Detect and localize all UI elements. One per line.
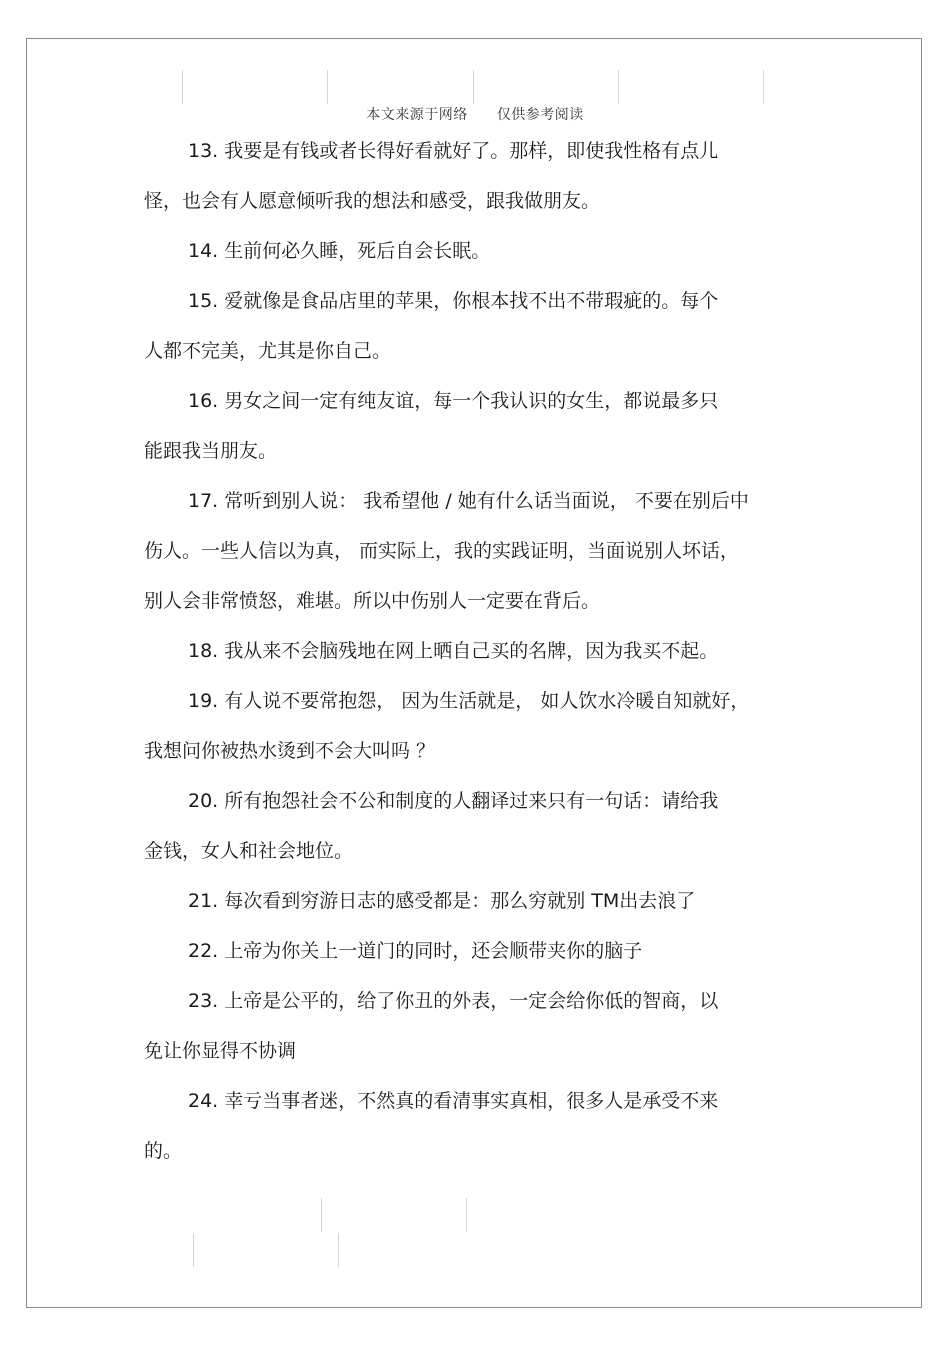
decorative-rule xyxy=(182,70,183,104)
text-line: 免让你显得不协调 xyxy=(144,1040,297,1062)
text-line: 19. 有人说不要常抱怨， 因为生活就是， 如人饮水冷暖自知就好， xyxy=(188,690,750,712)
text-line: 别人会非常愤怒，难堪。所以中伤别人一定要在背后。 xyxy=(144,590,601,612)
source-note xyxy=(0,104,950,124)
text-line: 我想问你被热水烫到不会大叫吗 ？ xyxy=(144,740,436,762)
text-line: 17. 常听到别人说： 我希望他 / 她有什么话当面说， 不要在别后中 xyxy=(188,490,749,512)
text-line: 14. 生前何必久睡，死后自会长眠。 xyxy=(188,240,491,262)
text-line: 23. 上帝是公平的，给了你丑的外表，一定会给你低的智商，以 xyxy=(188,990,719,1012)
text-line: 18. 我从来不会脑残地在网上晒自己买的名牌，因为我买不起。 xyxy=(188,640,719,662)
decorative-rule xyxy=(193,1233,194,1267)
text-line: 15. 爱就像是食品店里的苹果，你根本找不出不带瑕疵的。每个 xyxy=(188,290,719,312)
text-line: 13. 我要是有钱或者长得好看就好了。那样，即使我性格有点儿 xyxy=(188,140,719,162)
source-note-left: 本文来源于网络 xyxy=(366,107,468,123)
text-line: 21. 每次看到穷游日志的感受都是：那么穷就别 TM出去浪了 xyxy=(188,890,696,912)
decorative-rule xyxy=(618,70,619,104)
text-line: 能跟我当朋友。 xyxy=(144,440,278,462)
decorative-rule xyxy=(763,70,764,104)
text-line: 人都不完美，尤其是你自己。 xyxy=(144,340,392,362)
source-note-right: 仅供参考阅读 xyxy=(496,107,584,123)
text-line: 24. 幸亏当事者迷，不然真的看清事实真相，很多人是承受不来 xyxy=(188,1090,719,1112)
document-body xyxy=(144,134,804,1184)
text-line: 16. 男女之间一定有纯友谊，每一个我认识的女生，都说最多只 xyxy=(188,390,719,412)
decorative-rule xyxy=(466,1198,467,1232)
text-line: 怪，也会有人愿意倾听我的想法和感受，跟我做朋友。 xyxy=(144,190,601,212)
decorative-rule xyxy=(473,70,474,104)
decorative-rule xyxy=(338,1233,339,1267)
text-line: 金钱，女人和社会地位。 xyxy=(144,840,354,862)
decorative-rule xyxy=(327,70,328,104)
text-line: 20. 所有抱怨社会不公和制度的人翻译过来只有一句话：请给我 xyxy=(188,790,719,812)
decorative-rule xyxy=(321,1198,322,1232)
text-line: 伤人。一些人信以为真， 而实际上，我的实践证明，当面说别人坏话， xyxy=(144,540,740,562)
text-line: 的。 xyxy=(144,1140,183,1162)
text-line: 22. 上帝为你关上一道门的同时，还会顺带夹你的脑子 xyxy=(188,940,643,962)
